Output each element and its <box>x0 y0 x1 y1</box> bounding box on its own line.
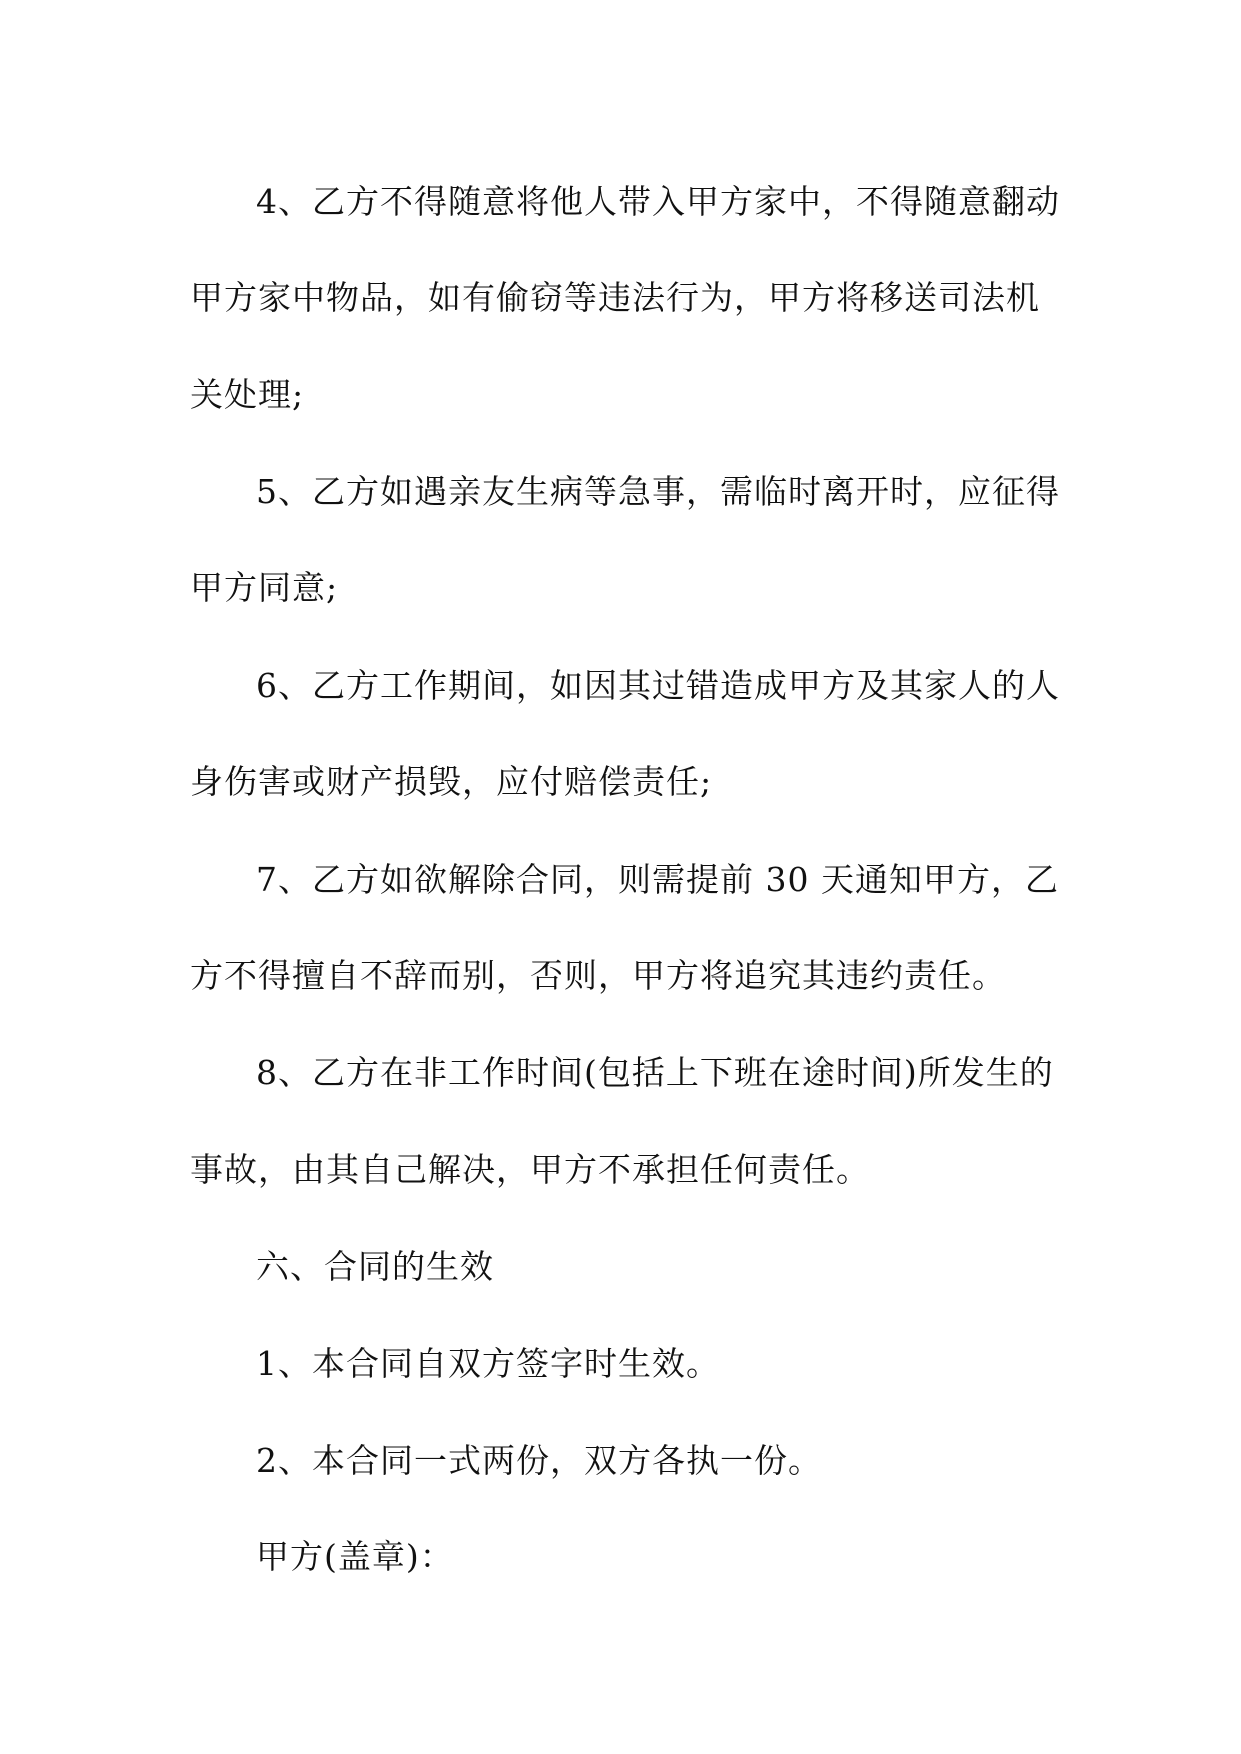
clause-4-line-3: 关处理; <box>190 375 305 414</box>
party-a-signature-label: 甲方(盖章)： <box>256 1537 454 1576</box>
clause-5-line-2: 甲方同意; <box>190 568 339 607</box>
clause-7-line-2: 方不得擅自不辞而别，否则，甲方将追究其违约责任。 <box>190 956 1006 995</box>
effect-clause-2: 2、本合同一式两份，双方各执一份。 <box>256 1441 822 1480</box>
clause-7-line-1: 7、乙方如欲解除合同，则需提前 30 天通知甲方，乙 <box>256 860 1059 899</box>
clause-5-line-1: 5、乙方如遇亲友生病等急事，需临时离开时，应征得 <box>256 472 1060 511</box>
clause-4-line-1: 4、乙方不得随意将他人带入甲方家中，不得随意翻动 <box>256 182 1060 221</box>
clause-4-line-2: 甲方家中物品，如有偷窃等违法行为，甲方将移送司法机 <box>190 278 1040 317</box>
clause-6-line-2: 身伤害或财产损毁，应付赔偿责任; <box>190 762 713 801</box>
effect-clause-1: 1、本合同自双方签字时生效。 <box>256 1344 720 1383</box>
section-6-heading: 六、合同的生效 <box>256 1247 494 1286</box>
clause-6-line-1: 6、乙方工作期间，如因其过错造成甲方及其家人的人 <box>256 666 1060 705</box>
clause-8-line-1: 8、乙方在非工作时间(包括上下班在途时间)所发生的 <box>256 1053 1054 1092</box>
clause-8-line-2: 事故，由其自己解决，甲方不承担任何责任。 <box>190 1150 870 1189</box>
